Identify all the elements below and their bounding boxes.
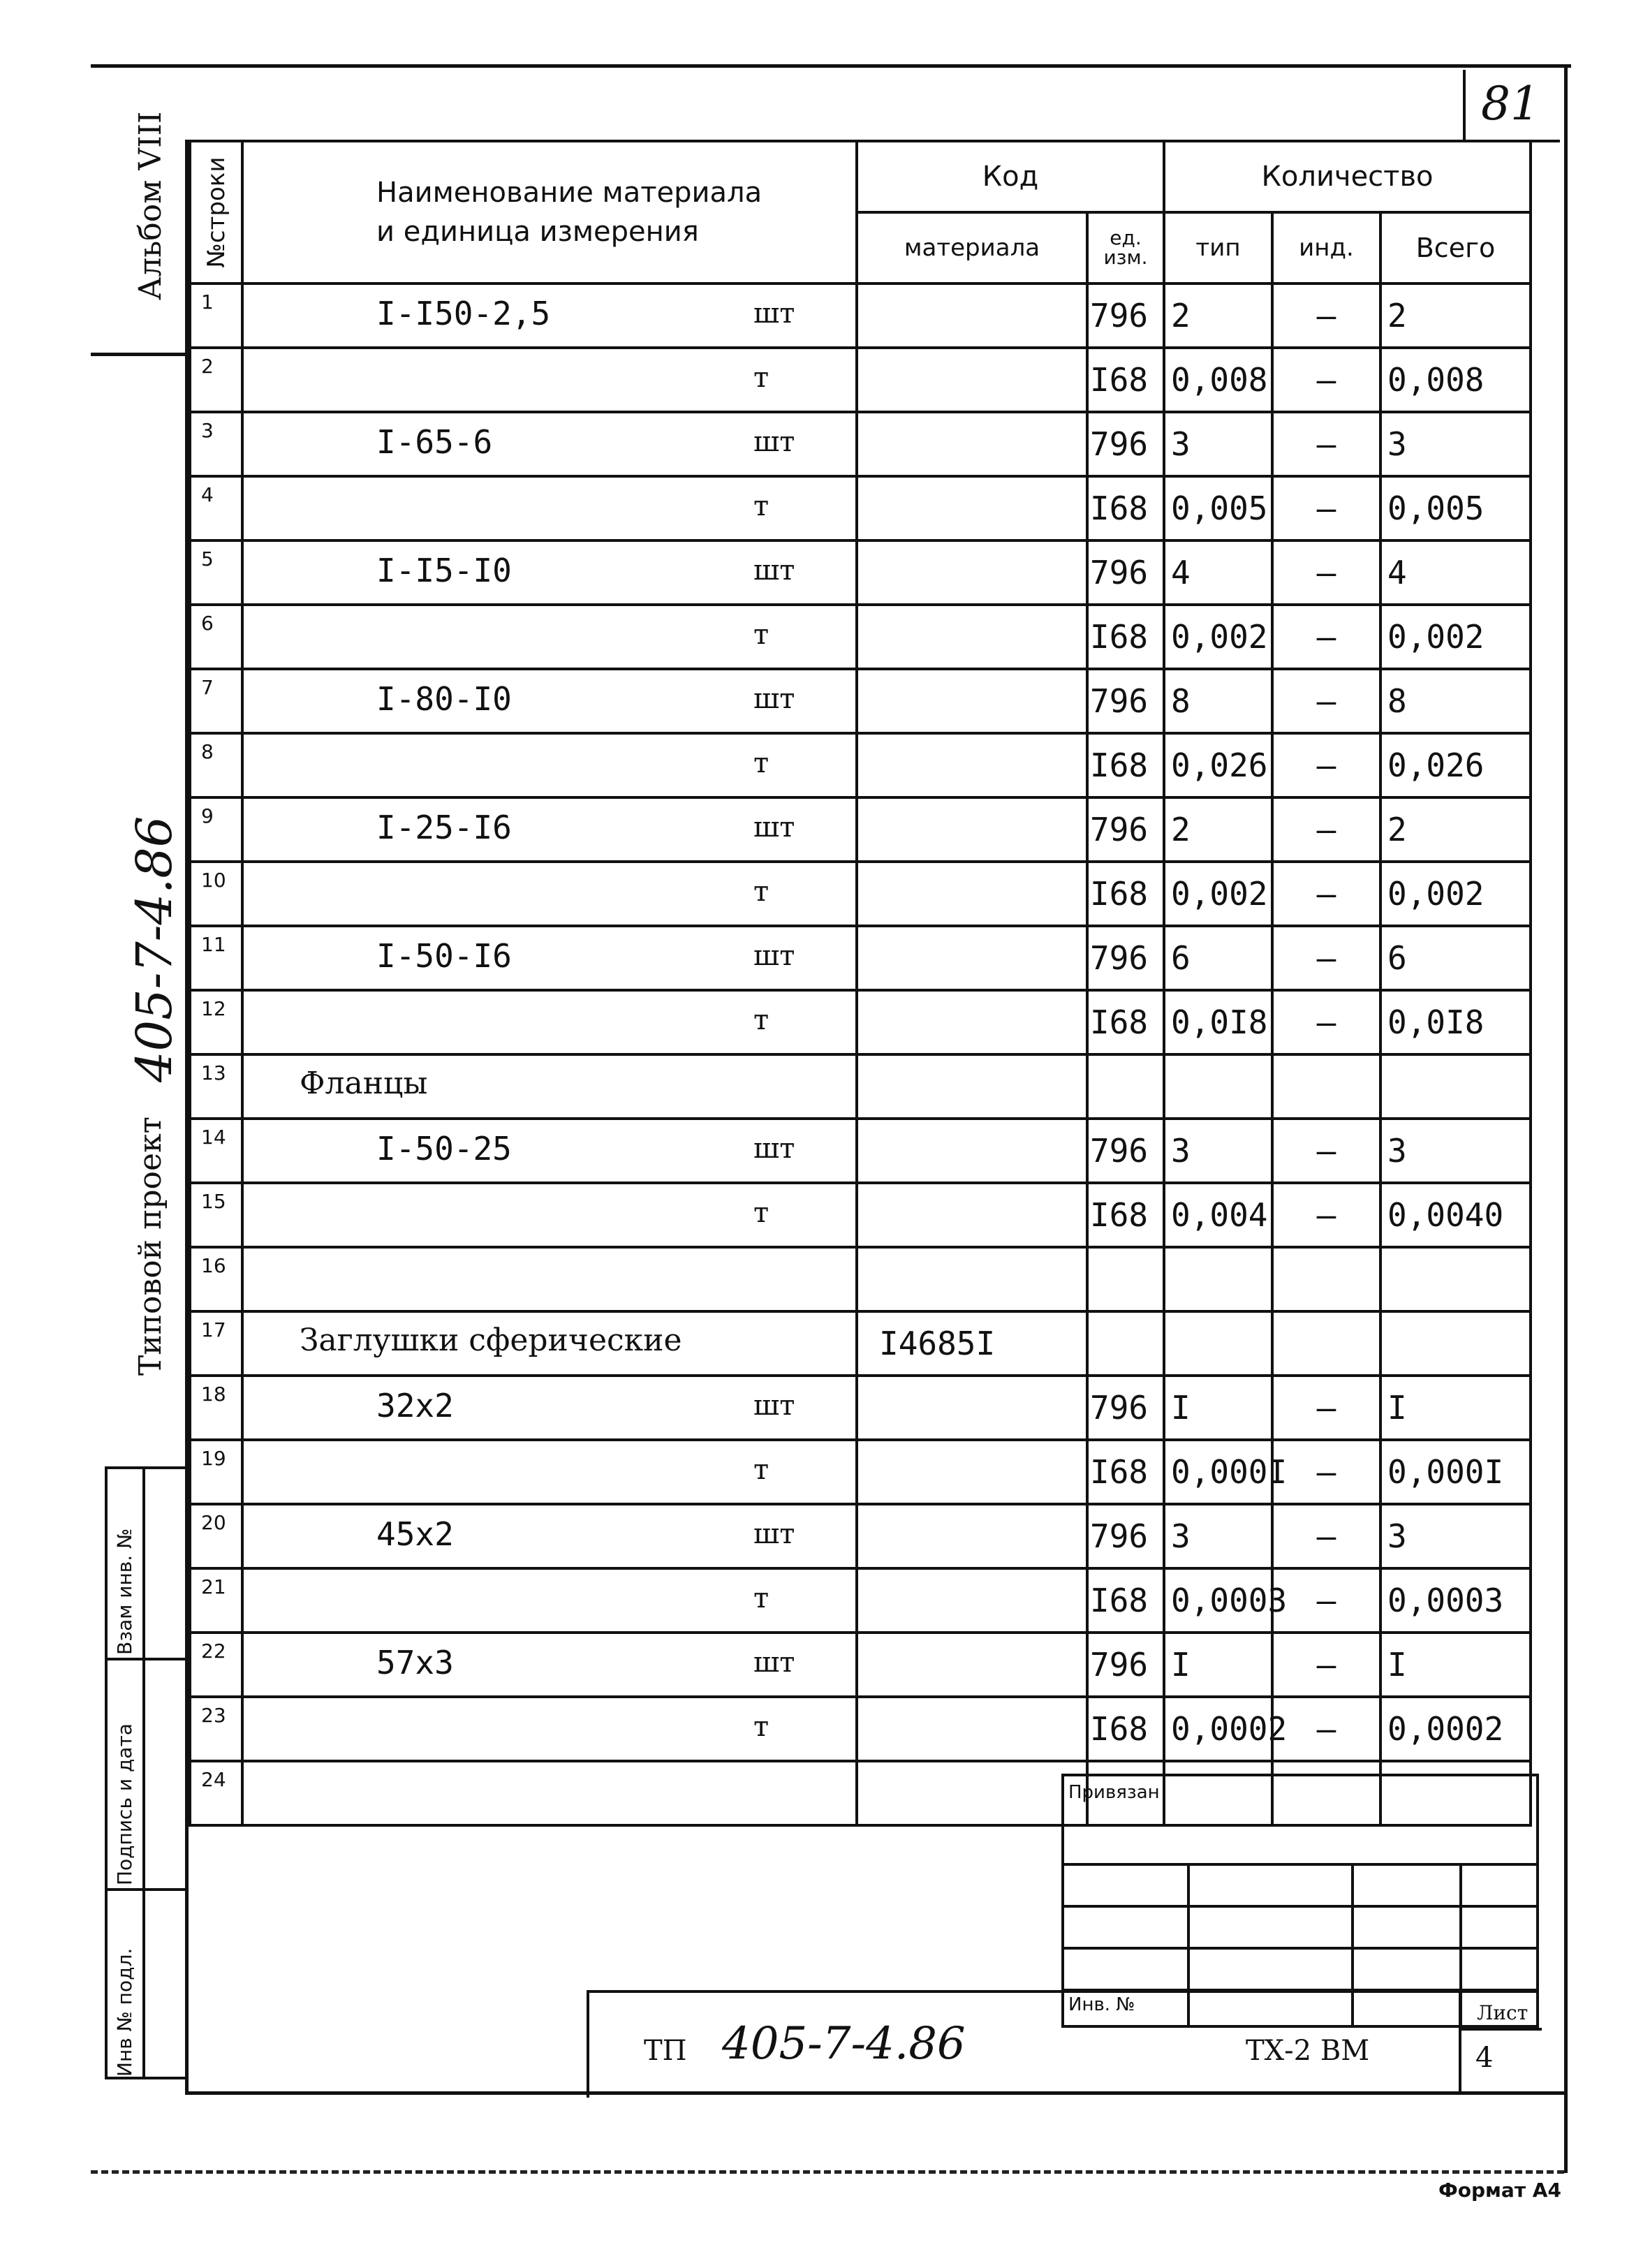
row-number-cell: 24 [190, 1761, 242, 1825]
row-number-cell: 14 [190, 1119, 242, 1183]
qty-total-cell: 0,0003 [1380, 1568, 1531, 1633]
top-border-line [91, 64, 1571, 68]
material-name-text: I-25-I6 [376, 809, 512, 846]
row-number-cell: 11 [190, 926, 242, 990]
material-code-cell [857, 1183, 1087, 1247]
unit-code-cell: 796 [1087, 1504, 1164, 1568]
qty-type-cell: 2 [1164, 284, 1272, 348]
material-code-cell [857, 412, 1087, 476]
table-row [190, 669, 1531, 733]
inv-no-stamp-label: Инв. № [1063, 1990, 1188, 2026]
material-code-cell: I4685I [857, 1311, 1087, 1376]
material-spec-table [189, 140, 1532, 1827]
row-number-cell: 3 [190, 412, 242, 476]
qty-ind-cell [1272, 1311, 1380, 1376]
page-number: 81 [1481, 77, 1540, 131]
qty-total-cell [1380, 1311, 1531, 1376]
unit-code-cell [1087, 1247, 1164, 1311]
material-name-cell [242, 733, 857, 797]
qty-total-cell: 0,0I8 [1380, 990, 1531, 1054]
unit-name-text: т [753, 619, 769, 651]
qty-type-cell: 0,0003 [1164, 1568, 1272, 1633]
qty-ind-cell: – [1272, 797, 1380, 862]
qty-type-cell: 0,005 [1164, 476, 1272, 540]
qty-type-cell [1164, 1054, 1272, 1119]
material-name-text: 45x2 [376, 1515, 454, 1553]
qty-type-cell: 0,0002 [1164, 1697, 1272, 1761]
table-row [190, 412, 1531, 476]
doc-prefix: ТП [644, 2035, 687, 2067]
unit-code-cell: 796 [1087, 926, 1164, 990]
material-code-cell [857, 540, 1087, 605]
row-number-header: №строки [190, 141, 242, 284]
qty-type-cell: 3 [1164, 1504, 1272, 1568]
unit-code-cell: I68 [1087, 476, 1164, 540]
unit-name-text: шт [753, 1518, 795, 1550]
material-name-cell [242, 926, 857, 990]
material-name-cell [242, 1633, 857, 1697]
unit-code-cell: 796 [1087, 1119, 1164, 1183]
qty-ind-cell: – [1272, 284, 1380, 348]
table-row [190, 1311, 1531, 1376]
row-number-cell: 13 [190, 1054, 242, 1119]
material-name-text: Заглушки сферические [300, 1323, 682, 1358]
unit-name-text: т [753, 1582, 769, 1614]
unit-code-cell: I68 [1087, 1183, 1164, 1247]
row-number-cell: 10 [190, 862, 242, 926]
qty-type-cell: I [1164, 1376, 1272, 1440]
material-name-text: I-65-6 [376, 423, 493, 461]
unit-code-cell: 796 [1087, 412, 1164, 476]
material-name-cell [242, 1376, 857, 1440]
qty-total-cell: 3 [1380, 412, 1531, 476]
qty-ind-cell: – [1272, 348, 1380, 412]
material-name-text: 57x3 [376, 1644, 454, 1681]
qty-ind-cell: – [1272, 1568, 1380, 1633]
material-name-cell [242, 1311, 857, 1376]
material-code-cell [857, 1504, 1087, 1568]
unit-name-text: т [753, 1197, 769, 1229]
unit-name-text: шт [753, 683, 795, 715]
material-name-text: I-50-I6 [376, 937, 512, 975]
qty-type-cell: 0,000I [1164, 1440, 1272, 1504]
material-code-cell [857, 1697, 1087, 1761]
material-code-cell [857, 1119, 1087, 1183]
qty-ind-cell: – [1272, 862, 1380, 926]
material-code-cell [857, 1633, 1087, 1697]
material-name-cell [242, 284, 857, 348]
material-code-cell [857, 1247, 1087, 1311]
qty-ind-cell: – [1272, 412, 1380, 476]
code-unit-header: ед. изм. [1087, 212, 1164, 284]
material-code-cell [857, 1054, 1087, 1119]
material-name-cell [242, 1440, 857, 1504]
material-name-cell [242, 1119, 857, 1183]
replaces-inv-label: Взам инв. № [113, 1528, 136, 1655]
table-row [190, 476, 1531, 540]
qty-type-cell: 8 [1164, 669, 1272, 733]
row-number-cell: 4 [190, 476, 242, 540]
material-name-cell [242, 605, 857, 669]
unit-code-cell [1087, 1311, 1164, 1376]
table-row [190, 733, 1531, 797]
material-code-cell [857, 797, 1087, 862]
qty-ind-cell [1272, 1247, 1380, 1311]
material-name-cell [242, 990, 857, 1054]
material-name-cell [242, 1247, 857, 1311]
table-row [190, 1440, 1531, 1504]
material-code-cell [857, 1440, 1087, 1504]
qty-ind-cell: – [1272, 990, 1380, 1054]
qty-type-cell [1164, 1311, 1272, 1376]
qty-total-cell: 0,0002 [1380, 1697, 1531, 1761]
qty-total-cell: 0,008 [1380, 348, 1531, 412]
unit-name-text: шт [753, 426, 795, 458]
page-number-box [1463, 70, 1560, 142]
row-number-cell: 16 [190, 1247, 242, 1311]
unit-name-text: шт [753, 811, 795, 844]
table-row [190, 1633, 1531, 1697]
unit-name-text: т [753, 747, 769, 779]
material-name-cell [242, 1761, 857, 1825]
table-row [190, 797, 1531, 862]
unit-name-text: шт [753, 1647, 795, 1679]
qty-ind-header: инд. [1272, 212, 1380, 284]
material-name-cell [242, 412, 857, 476]
qty-total-cell: I [1380, 1633, 1531, 1697]
material-code-cell [857, 605, 1087, 669]
qty-type-cell: 3 [1164, 412, 1272, 476]
material-name-text: I-I50-2,5 [376, 295, 551, 332]
unit-name-text: т [753, 362, 769, 394]
qty-type-cell [1164, 1247, 1272, 1311]
material-name-text: I-80-I0 [376, 680, 512, 718]
unit-name-text: т [753, 1004, 769, 1036]
unit-code-cell: 796 [1087, 284, 1164, 348]
qty-type-cell: 0,0I8 [1164, 990, 1272, 1054]
row-number-cell: 5 [190, 540, 242, 605]
quantity-header: Количество [1164, 141, 1531, 212]
table-row [190, 348, 1531, 412]
row-number-cell: 17 [190, 1311, 242, 1376]
qty-ind-cell: – [1272, 1633, 1380, 1697]
table-row [190, 540, 1531, 605]
material-code-cell [857, 1376, 1087, 1440]
row-number-cell: 12 [190, 990, 242, 1054]
table-row [190, 926, 1531, 990]
sheet-label: Лист [1477, 2001, 1529, 2024]
qty-ind-cell: – [1272, 476, 1380, 540]
qty-ind-cell: – [1272, 605, 1380, 669]
material-code-cell [857, 926, 1087, 990]
qty-total-cell: 0,005 [1380, 476, 1531, 540]
row-number-cell: 2 [190, 348, 242, 412]
material-code-cell [857, 669, 1087, 733]
unit-name-text: шт [753, 940, 795, 972]
qty-ind-cell [1272, 1054, 1380, 1119]
row-number-cell: 7 [190, 669, 242, 733]
material-name-text: I-I5-I0 [376, 552, 512, 589]
material-code-cell [857, 284, 1087, 348]
qty-type-cell: 0,008 [1164, 348, 1272, 412]
material-name-cell [242, 1697, 857, 1761]
qty-total-cell: I [1380, 1376, 1531, 1440]
unit-code-cell: I68 [1087, 348, 1164, 412]
qty-total-cell: 0,026 [1380, 733, 1531, 797]
unit-code-cell: 796 [1087, 540, 1164, 605]
material-name-header: Наименование материала и единица измерения [242, 141, 857, 284]
unit-code-cell: 796 [1087, 1376, 1164, 1440]
material-name-text: Фланцы [300, 1066, 428, 1101]
qty-ind-cell: – [1272, 540, 1380, 605]
material-name-cell [242, 1183, 857, 1247]
code-header: Код [857, 141, 1164, 212]
material-name-cell [242, 476, 857, 540]
row-number-cell: 6 [190, 605, 242, 669]
album-separator-line [91, 353, 189, 356]
row-number-cell: 15 [190, 1183, 242, 1247]
row-number-cell: 23 [190, 1697, 242, 1761]
code-material-header: материала [857, 212, 1087, 284]
material-name-cell [242, 1568, 857, 1633]
qty-type-cell: 4 [1164, 540, 1272, 605]
material-code-cell [857, 348, 1087, 412]
qty-total-cell: 0,000I [1380, 1440, 1531, 1504]
bottom-frame-line [189, 2091, 1568, 2095]
qty-total-cell: 0,0040 [1380, 1183, 1531, 1247]
material-code-cell [857, 1568, 1087, 1633]
table-row [190, 284, 1531, 348]
qty-ind-cell: – [1272, 926, 1380, 990]
unit-name-text: т [753, 1454, 769, 1486]
material-code-cell [857, 476, 1087, 540]
material-name-cell [242, 669, 857, 733]
material-name-cell [242, 862, 857, 926]
attached-label: Привязан [1063, 1775, 1538, 1864]
unit-code-cell: I68 [1087, 605, 1164, 669]
unit-name-text: шт [753, 297, 795, 330]
project-number-side: 405-7-4.86 [126, 816, 183, 1082]
unit-code-cell: I68 [1087, 733, 1164, 797]
table-row [190, 1054, 1531, 1119]
qty-type-cell: 6 [1164, 926, 1272, 990]
table-row [190, 990, 1531, 1054]
table-row [190, 1568, 1531, 1633]
unit-code-cell: I68 [1087, 1697, 1164, 1761]
qty-total-cell: 3 [1380, 1504, 1531, 1568]
table-row [190, 1247, 1531, 1311]
qty-ind-cell: – [1272, 1440, 1380, 1504]
qty-ind-cell: – [1272, 733, 1380, 797]
right-border-line [1564, 64, 1568, 2173]
qty-type-cell: 2 [1164, 797, 1272, 862]
unit-code-cell: 796 [1087, 797, 1164, 862]
project-label: Типовой проект [133, 1117, 168, 1376]
unit-name-text: шт [753, 554, 795, 587]
qty-total-cell: 6 [1380, 926, 1531, 990]
doc-code: ТХ-2 ВМ [1246, 2035, 1370, 2067]
qty-total-cell: 2 [1380, 797, 1531, 862]
table-row [190, 605, 1531, 669]
material-code-cell [857, 990, 1087, 1054]
material-name-cell [242, 797, 857, 862]
signature-date-label: Подпись и дата [113, 1723, 136, 1885]
table-row [190, 862, 1531, 926]
unit-name-text: т [753, 1711, 769, 1743]
unit-code-cell [1087, 1054, 1164, 1119]
material-name-cell [242, 1054, 857, 1119]
qty-total-cell: 4 [1380, 540, 1531, 605]
qty-total-header: Всего [1380, 212, 1531, 284]
material-name-cell [242, 1504, 857, 1568]
doc-number: 405-7-4.86 [722, 2018, 966, 2070]
qty-total-cell: 0,002 [1380, 862, 1531, 926]
row-number-cell: 1 [190, 284, 242, 348]
qty-type-cell: 0,026 [1164, 733, 1272, 797]
left-stamp-column [105, 1466, 188, 2079]
album-label: Альбом VIII [133, 111, 168, 300]
qty-type-cell: 0,004 [1164, 1183, 1272, 1247]
sheet-number: 4 [1475, 2042, 1494, 2074]
material-name-cell [242, 348, 857, 412]
unit-name-text: т [753, 876, 769, 908]
qty-ind-cell: – [1272, 1697, 1380, 1761]
qty-type-cell: 0,002 [1164, 605, 1272, 669]
qty-total-cell [1380, 1247, 1531, 1311]
unit-code-cell: 796 [1087, 1633, 1164, 1697]
row-number-cell: 22 [190, 1633, 242, 1697]
qty-total-cell: 2 [1380, 284, 1531, 348]
qty-type-cell: 0,002 [1164, 862, 1272, 926]
material-name-text: 32x2 [376, 1387, 454, 1424]
unit-name-text: шт [753, 1133, 795, 1165]
row-number-cell: 20 [190, 1504, 242, 1568]
unit-code-cell: 796 [1087, 669, 1164, 733]
material-code-cell [857, 862, 1087, 926]
table-row [190, 1376, 1531, 1440]
unit-name-text: шт [753, 1390, 795, 1422]
table-row [190, 1183, 1531, 1247]
title-block [587, 1990, 1539, 2098]
bottom-dashed-line [91, 2170, 1564, 2174]
material-code-cell [857, 1761, 1087, 1825]
qty-total-cell: 3 [1380, 1119, 1531, 1183]
material-code-cell [857, 733, 1087, 797]
format-label: Формат А4 [1438, 2179, 1561, 2202]
qty-type-cell: I [1164, 1633, 1272, 1697]
material-name-text: I-50-25 [376, 1130, 512, 1168]
qty-ind-cell: – [1272, 669, 1380, 733]
unit-name-text: т [753, 490, 769, 522]
table-row [190, 1119, 1531, 1183]
qty-ind-cell: – [1272, 1504, 1380, 1568]
row-number-cell: 9 [190, 797, 242, 862]
table-row [190, 1504, 1531, 1568]
row-number-cell: 8 [190, 733, 242, 797]
table-row [190, 1697, 1531, 1761]
unit-code-cell: I68 [1087, 990, 1164, 1054]
row-number-cell: 21 [190, 1568, 242, 1633]
qty-total-cell: 8 [1380, 669, 1531, 733]
qty-ind-cell: – [1272, 1376, 1380, 1440]
inv-no-label: Инв № подл. [113, 1947, 136, 2077]
qty-ind-cell: – [1272, 1183, 1380, 1247]
qty-ind-cell: – [1272, 1119, 1380, 1183]
qty-total-cell [1380, 1054, 1531, 1119]
qty-type-cell: 3 [1164, 1119, 1272, 1183]
qty-type-header: тип [1164, 212, 1272, 284]
unit-code-cell: I68 [1087, 1568, 1164, 1633]
row-number-cell: 18 [190, 1376, 242, 1440]
unit-code-cell: I68 [1087, 862, 1164, 926]
material-name-cell [242, 540, 857, 605]
row-number-cell: 19 [190, 1440, 242, 1504]
unit-code-cell: I68 [1087, 1440, 1164, 1504]
qty-total-cell: 0,002 [1380, 605, 1531, 669]
